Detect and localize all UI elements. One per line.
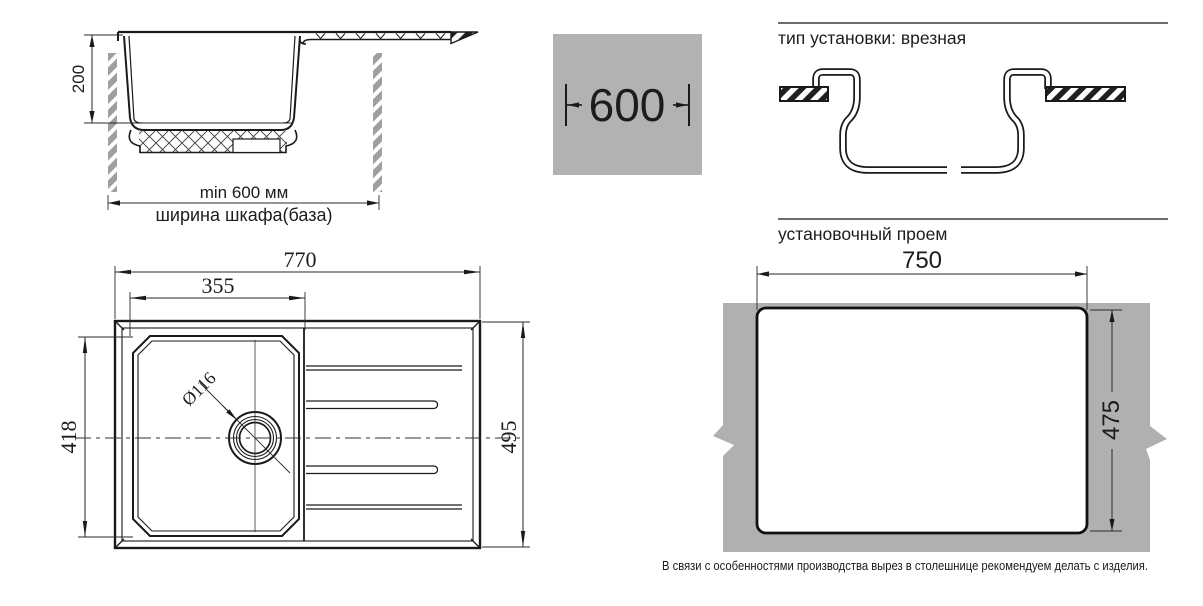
- cutout-opening: [757, 308, 1087, 533]
- drainboard-edge: [451, 32, 478, 44]
- cabinet-left-wall: [108, 53, 117, 192]
- install-type-panel: [778, 23, 1168, 244]
- badge-width-label: 600: [588, 79, 666, 131]
- install-type-heading: тип установки: врезная: [778, 28, 967, 48]
- sink-profile: [118, 32, 478, 153]
- cabinet-width-badge: [553, 34, 702, 175]
- drain-fitting-area: [233, 139, 280, 153]
- sink-top-view: [56, 247, 530, 548]
- overall-width-label: 770: [283, 247, 317, 272]
- depth-label: 200: [69, 64, 88, 94]
- bowl-width-label: 355: [201, 273, 235, 298]
- leader-arrow: [226, 409, 237, 420]
- min-width-label: min 600 мм: [199, 183, 289, 202]
- cutout-heading: установочный проем: [778, 224, 948, 244]
- cutout-panel: [662, 247, 1167, 573]
- overall-height-dimension: [482, 322, 530, 547]
- bowl-width-dimension: [130, 273, 305, 336]
- countertop-right: [1046, 87, 1125, 101]
- production-note: В связи с особенностями производства вырез в столешнице рекомендуем делать с изделия.: [662, 558, 1148, 573]
- cutout-width-dimension: [757, 247, 1087, 310]
- drainboard-grooves: [306, 366, 462, 509]
- cutout-height-label: 475: [1098, 399, 1125, 441]
- cabinet-width-dimension: [108, 183, 379, 225]
- mount-section-drawing: [780, 72, 1125, 170]
- countertop-left: [780, 87, 828, 101]
- cabinet-section-view: [69, 32, 478, 225]
- cabinet-right-wall: [373, 53, 382, 192]
- overall-height-label: 495: [496, 420, 521, 454]
- cutout-width-label: 750: [901, 247, 943, 274]
- bowl-outline: [133, 336, 299, 536]
- overall-width-dimension: [115, 247, 480, 319]
- sink-outline: [115, 321, 480, 548]
- depth-dimension: [69, 35, 293, 123]
- bowl-height-label: 418: [56, 420, 81, 454]
- cabinet-width-label: ширина шкафа(база): [155, 205, 333, 225]
- drain: [178, 368, 290, 473]
- drain-diameter-label: Ø116: [177, 367, 220, 410]
